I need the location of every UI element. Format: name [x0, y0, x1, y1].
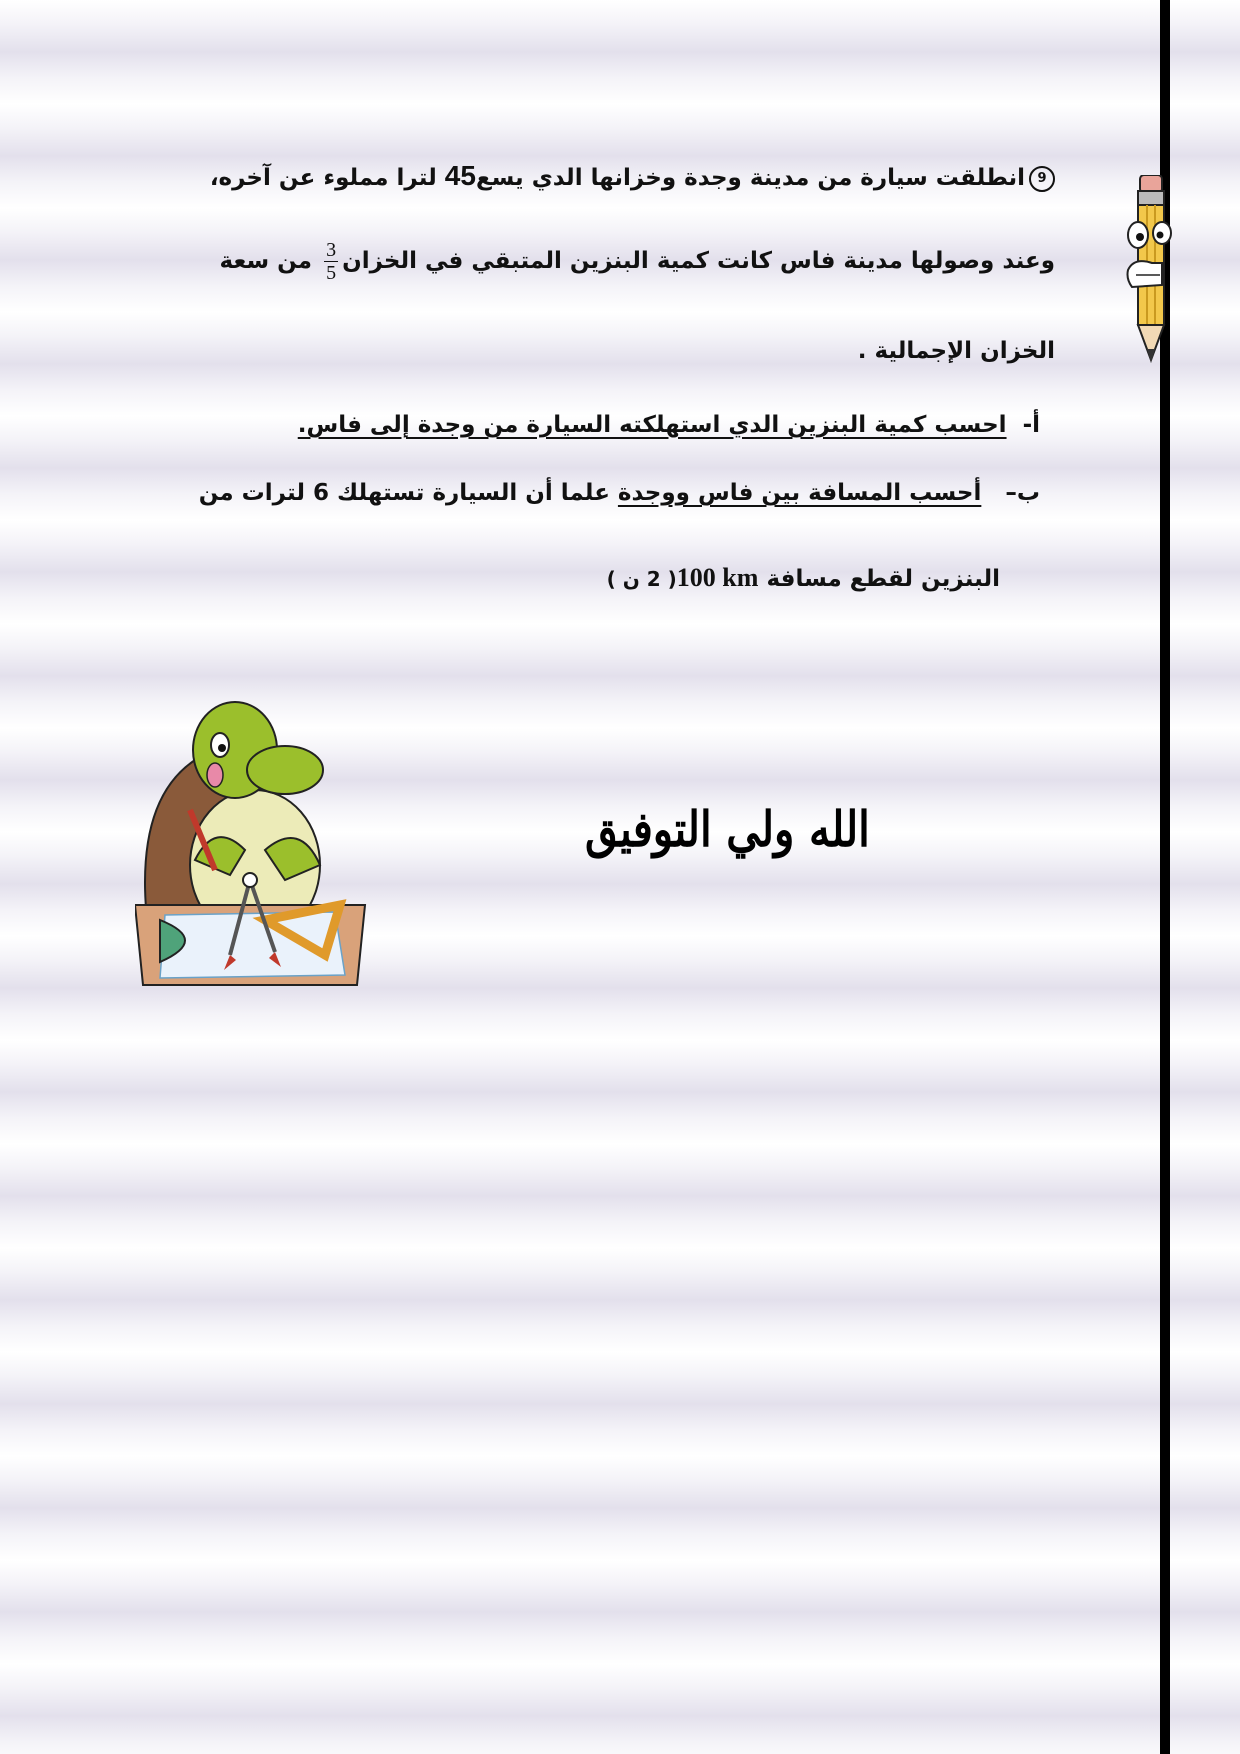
distance-value: 100 km [676, 563, 759, 592]
question-a-marker: أ- [1022, 412, 1040, 438]
turtle-geometry-icon [135, 690, 375, 990]
pencil-mascot-icon [1122, 175, 1182, 375]
problem-line-1: 9انطلقت سيارة من مدينة وجدة وخزانها الدي يسع45 لترا مملوء عن آخره، [210, 160, 1055, 192]
closing-phrase: الله ولي التوفيق [585, 801, 870, 858]
question-a [298, 412, 1040, 438]
question-a-text: احسب كمية البنزين الدي استهلكته السيارة من وجدة إلى فاس. [297, 412, 1007, 438]
question-b: ب– أحسب المسافة بين فاس ووجدة علما أن السيارة تستهلك 6 لترات من [198, 480, 1040, 506]
problem-line-3: الخزان الإجمالية . [857, 338, 1055, 364]
question-b-marker: ب– [1005, 480, 1040, 506]
fraction-three-fifths: $\frac{3}{5}$ [326, 239, 337, 284]
points-label: ( 2 ن ) [606, 567, 677, 591]
exercise-number-badge: 9 [1029, 166, 1055, 192]
question-b-line-2: البنزين لقطع مسافة 100 km( 2 ن ) [606, 563, 1000, 592]
problem-line-2: وعند وصولها مدينة فاس كانت كمية البنزين المتبقي في الخزان $\frac{3}{5}$ من سعة [219, 239, 1055, 284]
